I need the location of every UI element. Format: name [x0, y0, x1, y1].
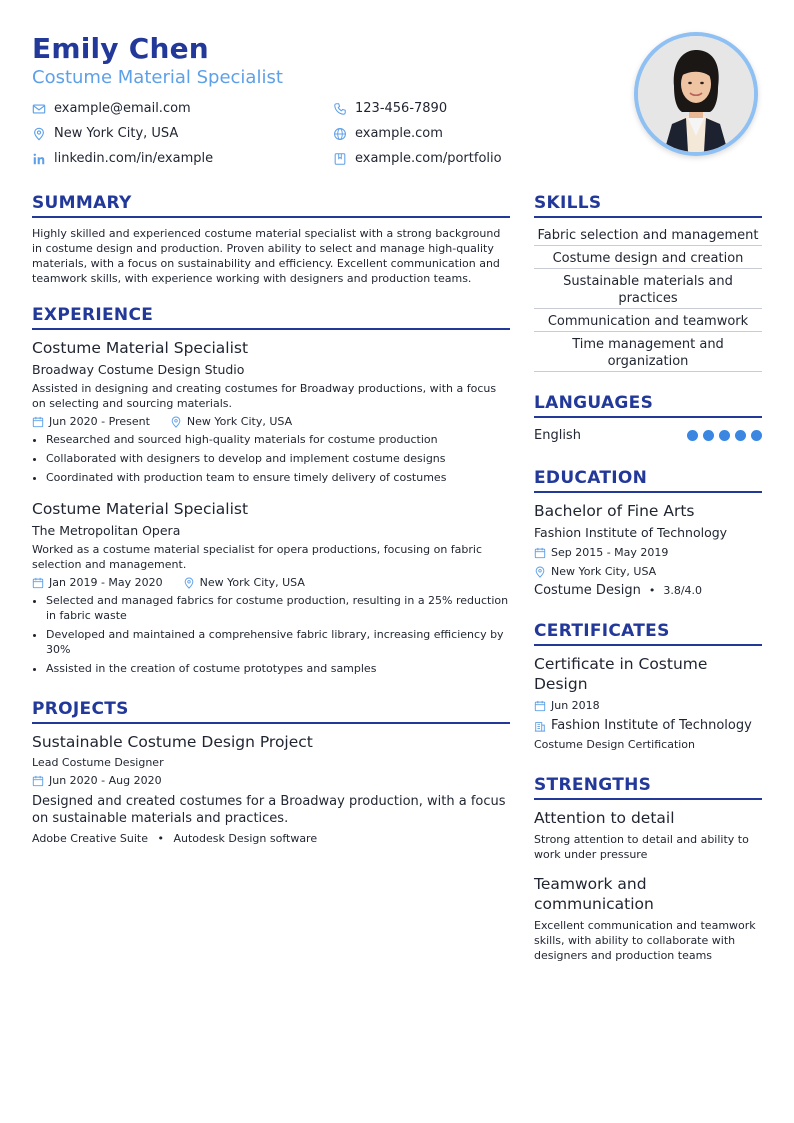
calendar-icon	[32, 416, 44, 428]
project-tool: Adobe Creative Suite	[32, 832, 148, 845]
language-name: English	[534, 428, 581, 443]
project-entry	[32, 732, 510, 846]
calendar-icon	[534, 700, 546, 712]
job-title: Costume Material Specialist	[32, 339, 249, 357]
certificate-title: Certificate in Costume Design	[534, 655, 708, 693]
location-pin-icon	[183, 577, 195, 589]
job-bullet: • Collaborated with designers to develop and implement costume designs	[46, 451, 510, 466]
education-field-row	[534, 583, 762, 598]
certificate-date: Jun 2018	[551, 699, 600, 712]
job-company: Broadway Costume Design Studio	[32, 362, 245, 377]
skill-item: Fabric selection and management	[534, 223, 762, 246]
contact-phone-text: 123-456-7890	[355, 101, 448, 116]
education-entry	[534, 501, 762, 598]
header	[32, 32, 632, 90]
calendar-icon	[32, 577, 44, 589]
education-dates-row	[534, 545, 762, 561]
languages-heading: LANGUAGES	[534, 392, 762, 418]
location-pin-icon	[32, 127, 46, 141]
job-meta	[32, 414, 510, 430]
calendar-icon	[534, 547, 546, 559]
project-tool: Autodesk Design software	[173, 832, 318, 845]
job-dates: Jun 2020 - Present	[49, 415, 150, 428]
strength-description: Excellent communication and teamwork skills, with ability to collaborate with designers and production teams	[534, 919, 756, 962]
job-description: Assisted in designing and creating costumes for Broadway productions, with a focus on selecting and sourcing materials.	[32, 382, 497, 410]
job-location: New York City, USA	[199, 576, 305, 589]
job-bullet: • Coordinated with production team to ensure timely delivery of costumes	[46, 470, 510, 485]
contact-email[interactable]	[32, 99, 191, 119]
strength-description: Strong attention to detail and ability to work under pressure	[534, 833, 749, 861]
job-entry	[32, 499, 510, 676]
project-tools	[32, 831, 510, 846]
job-meta	[32, 575, 510, 591]
contact-email-text: example@email.com	[54, 101, 191, 116]
job-bullets	[32, 432, 510, 485]
education-dates: Sep 2015 - May 2019	[551, 546, 669, 559]
strength-title: Teamwork and communication	[534, 875, 654, 913]
portfolio-icon	[333, 152, 347, 166]
project-dates: Jun 2020 - Aug 2020	[49, 774, 162, 787]
email-icon	[32, 102, 46, 116]
project-title: Sustainable Costume Design Project	[32, 733, 313, 751]
project-role: Lead Costume Designer	[32, 756, 164, 769]
projects-heading: PROJECTS	[32, 698, 510, 724]
skill-item: Time management and organization	[534, 332, 762, 372]
certificates-heading: CERTIFICATES	[534, 620, 762, 646]
strength-entry	[534, 808, 762, 862]
job-dates: Jan 2019 - May 2020	[49, 576, 163, 589]
job-location: New York City, USA	[186, 415, 293, 428]
certificate-description: Costume Design Certification	[534, 738, 696, 751]
contact-linkedin[interactable]	[32, 149, 213, 169]
project-description: Designed and created costumes for a Broadway production, with a focus on sustainable materials and practices.	[32, 794, 506, 826]
portrait-illustration	[638, 36, 754, 152]
education-heading: EDUCATION	[534, 467, 762, 493]
separator-dot: •	[157, 832, 164, 845]
skills-list	[534, 223, 762, 372]
certificate-issuer: Fashion Institute of Technology	[551, 718, 752, 733]
separator-dot: •	[648, 584, 656, 597]
education-degree: Bachelor of Fine Arts	[534, 502, 695, 520]
job-title: Costume Material Specialist	[32, 500, 249, 518]
language-level-dot	[703, 430, 714, 441]
location-pin-icon	[534, 566, 546, 578]
institution-icon	[534, 720, 546, 732]
contact-website[interactable]	[333, 124, 443, 144]
strength-entry	[534, 874, 762, 963]
globe-icon	[333, 127, 347, 141]
education-school: Fashion Institute of Technology	[534, 525, 728, 540]
project-meta	[32, 773, 510, 789]
education-location: New York City, USA	[551, 565, 657, 578]
language-level-dot	[687, 430, 698, 441]
education-gpa: 3.8/4.0	[663, 584, 703, 597]
job-company: The Metropolitan Opera	[32, 523, 181, 538]
phone-icon	[333, 102, 347, 116]
calendar-icon	[32, 775, 44, 787]
skill-item: Communication and teamwork	[534, 309, 762, 332]
profile-photo	[638, 36, 754, 152]
contact-location	[32, 124, 178, 144]
contact-website-text: example.com	[355, 126, 443, 141]
job-entry	[32, 338, 510, 485]
language-level-dot	[735, 430, 746, 441]
strengths-heading: STRENGTHS	[534, 774, 762, 800]
contact-portfolio[interactable]	[333, 149, 502, 169]
education-field: Costume Design	[534, 583, 641, 598]
contact-linkedin-text: linkedin.com/in/example	[54, 151, 214, 166]
summary-heading: SUMMARY	[32, 192, 510, 218]
job-bullet: • Researched and sourced high-quality materials for costume production	[46, 432, 510, 447]
education-location-row	[534, 564, 762, 580]
contact-phone[interactable]	[333, 99, 447, 119]
language-row	[534, 426, 762, 445]
language-level-dots	[682, 426, 762, 445]
job-bullet: • Assisted in the creation of costume prototypes and samples	[46, 661, 510, 676]
skill-item: Costume design and creation	[534, 246, 762, 269]
strength-title: Attention to detail	[534, 809, 675, 827]
candidate-title: Costume Material Specialist	[32, 67, 283, 88]
profile-photo-frame	[634, 32, 758, 156]
skill-item: Sustainable materials and practices	[534, 269, 762, 309]
certificate-entry	[534, 654, 762, 752]
job-description: Worked as a costume material specialist for opera productions, focusing on fabric selection and management.	[32, 543, 483, 571]
contact-location-text: New York City, USA	[54, 126, 179, 141]
language-level-dot	[751, 430, 762, 441]
right-column	[534, 192, 762, 963]
job-bullet: • Selected and managed fabrics for costume production, resulting in a 25% reduction in fabric waste	[46, 593, 510, 623]
linkedin-icon	[32, 152, 46, 166]
skills-heading: SKILLS	[534, 192, 762, 218]
summary-text: Highly skilled and experienced costume material specialist with a strong background in costume design and production. Proven ability to select and manage high-quality materials, with a focus on sustainability and efficiency. Excellent communication and teamwork skills, with experience working with designers and production teams.	[32, 227, 501, 285]
candidate-name: Emily Chen	[32, 32, 209, 65]
job-bullet: • Developed and maintained a comprehensive fabric library, increasing efficiency by 30%	[46, 627, 510, 657]
left-column	[32, 192, 510, 846]
certificate-issuer-row	[534, 718, 762, 734]
experience-heading: EXPERIENCE	[32, 304, 510, 330]
certificate-date-row	[534, 698, 762, 714]
language-level-dot	[719, 430, 730, 441]
location-pin-icon	[170, 416, 182, 428]
contact-portfolio-text: example.com/portfolio	[355, 151, 502, 166]
job-bullets	[32, 593, 510, 676]
